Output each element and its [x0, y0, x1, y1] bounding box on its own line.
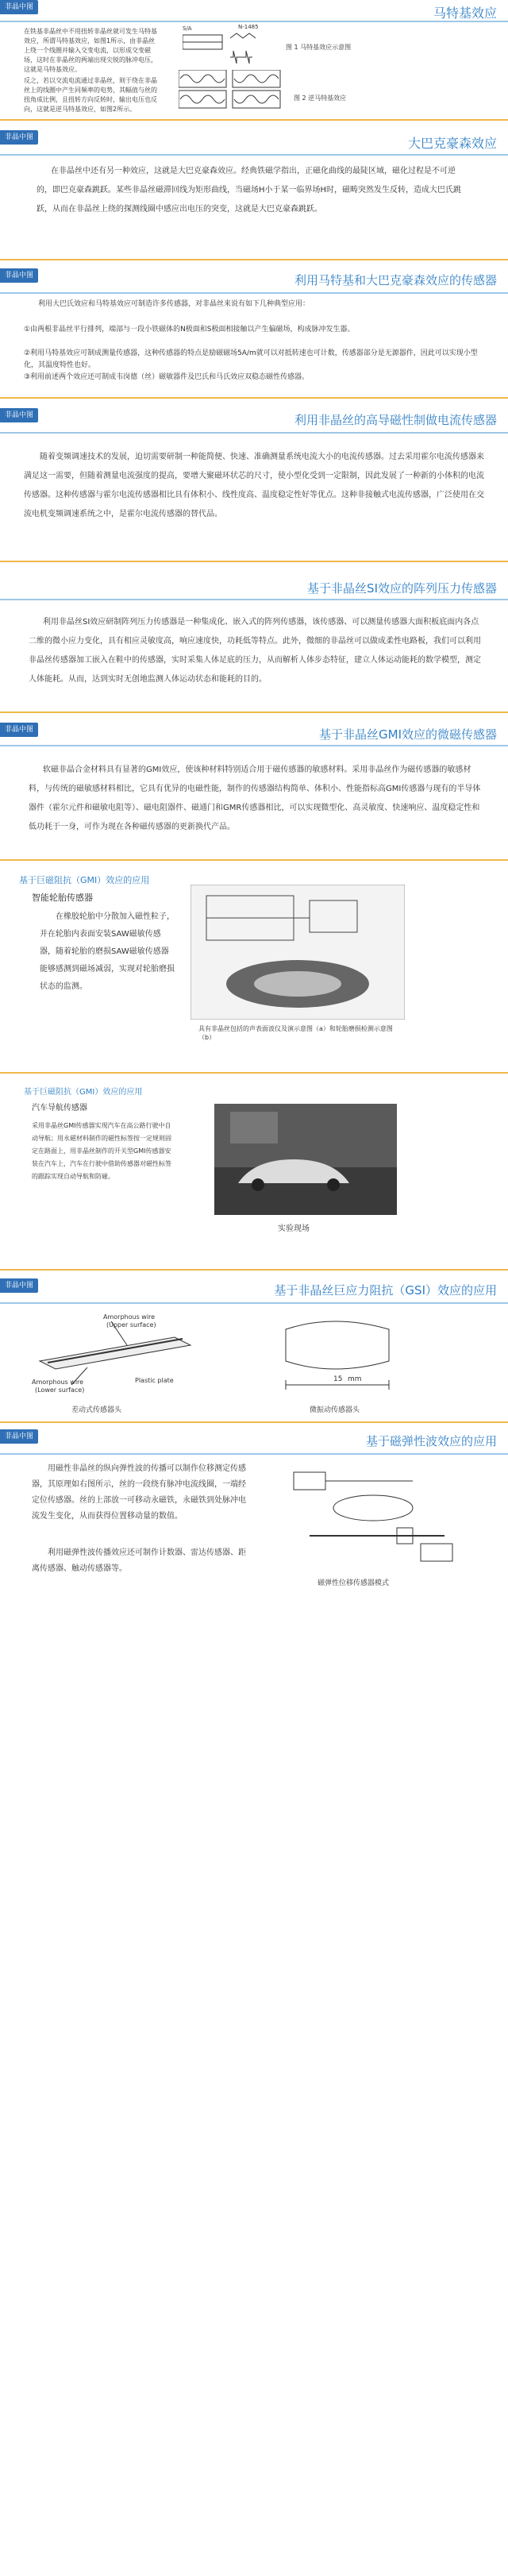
section-title: 大巴克豪森效应: [407, 136, 497, 151]
section-title: 马特基效应: [433, 6, 497, 21]
section-tag: 非晶中图: [0, 1278, 38, 1293]
title-rule: [0, 21, 508, 22]
list-item: ①由两根非晶丝平行排列，端部与一段小铁磁体的N极面和S极面相接触以产生偏磁场，构成脉冲发生器。: [24, 326, 355, 334]
section-title: 基于非晶丝巨应力阻抗（GSI）效应的应用: [274, 1283, 497, 1298]
section-divider: [0, 1421, 508, 1423]
section-barkhausen: [0, 130, 508, 257]
paragraph: 采用非晶丝GMI传感器实现汽车在高公路行驶中自动导航；用永磁材料制作的磁性标签按一定规则固定在路面上，用非晶丝制作的开关型GMI传感器安装在汽车上，汽车在行驶中借助传感器对磁性标签的跟踪实现自动导航和防碰。: [32, 1122, 171, 1180]
list-item: ②利用马特基效应可制成测量传感器，这种传感器的特点是励磁磁场5A/m就可以对抵转速也可计数，传感器部分是无源器件，因此可以实现小型化，其温度特性也好。: [24, 349, 478, 369]
paragraph: 利用大巴氏效应和马特基效应可制造许多传感器，对非晶丝来说有如下几种典型应用：: [38, 300, 310, 308]
section-pressure-sensor: [0, 569, 508, 704]
photo-caption: 实验现场: [278, 1224, 310, 1233]
title-rule: [0, 599, 508, 600]
title-rule: [0, 432, 508, 434]
label: (Upper surface): [106, 1321, 156, 1328]
figure-2-caption: 图 2 逆马特基效应: [294, 94, 347, 102]
section-title: 基于磁弹性波效应的应用: [365, 1434, 497, 1448]
sub-heading: 智能轮胎传感器: [32, 893, 93, 903]
section-title: 利用马特基和大巴克豪森效应的传感器: [294, 273, 497, 287]
section-divider: [0, 259, 508, 260]
figure-1-caption: 图 1 马特基效应示意图: [286, 44, 352, 51]
label: (Lower surface): [35, 1386, 85, 1394]
section-divider: [0, 1072, 508, 1074]
sub-heading: 汽车导航传感器: [32, 1104, 87, 1113]
section-tag: 非晶中图: [0, 408, 38, 422]
section-current-sensor: [0, 408, 508, 543]
section-divider: [0, 119, 508, 121]
paragraph: 利用非晶丝SI效应研制阵列压力传感器是一种集成化、嵌入式的阵列传感器，该传感器、可以测量传感器大面积板底面内各点二维的微小应力变化，具有相应灵敏度高，响应速度快，功耗低等特点。此外，微细的非晶丝可以做成柔性电路板，我们可以利用非晶丝传感器加工嵌入在鞋中的传感器，实时采集人体足底的压力，从而解析人体步态特征，建立人体运动能耗的数学模型，测定人体能耗。从而，达到实时无创地监测人体运动状态和能耗的目的。: [29, 618, 481, 684]
section-tag: 非晶中图: [0, 723, 38, 737]
label: Amorphous wire: [103, 1313, 156, 1321]
list-item: ③利用前述两个效应还可制成韦岗德（丝）磁敏器件及巴氏和马氏效应双稳态磁性传感器。: [24, 373, 310, 381]
paragraph: 反之，若以交流电流通过非晶丝，则于绕在非晶丝上的线圈中产生同频率的电势，其幅值与丝的扭角成比例，且扭转方向反转时，输出电压也反向，这就是逆马特基效应，如图2所示。: [24, 77, 157, 113]
section-gmi-tire: [0, 873, 508, 1056]
paragraph: 在非晶丝中还有另一种效应，这就是大巴克豪森效应。经典铁磁学指出，正磁化曲线的最陡区域，磁化过程是不可逆的，即巴克豪森跳跃。某些非晶丝磁滞回线为矩形曲线，当磁场H小于某一临界场H时，磁畴突然发生反转，造成大巴氏跳跃，从而在非晶丝上绕的探测线圈中感应出电压的突变，这就是大巴克豪森跳跃。: [37, 167, 462, 214]
section-title: 利用非晶丝的高导磁性制做电流传感器: [294, 413, 497, 427]
paragraph: 在橡胶轮胎中分散加入磁性粒子，并在轮胎内表面安装SAW磁敏传感器，随着轮胎的磨损SAW磁敏传感器能够感测到磁场减弱，实现对轮胎磨损状态的监测。: [40, 912, 175, 991]
dimension-value: 15: [333, 1375, 343, 1383]
figure-caption: 具有非晶丝包括的声表面波仪及演示意图（a）和轮胎磨损检测示意图（b）: [198, 1025, 393, 1041]
section-divider: [0, 711, 508, 713]
section-title: 基于非晶丝SI效应的阵列压力传感器: [307, 581, 497, 596]
figure-1-diagram: [183, 27, 278, 65]
section-tag: 非晶中图: [0, 130, 38, 145]
section-gmi-car: [0, 1085, 508, 1251]
tire-sensor-diagram: [190, 885, 405, 1020]
figure-caption: 磁弹性位移传感器模式: [318, 1579, 390, 1587]
title-rule: [0, 1453, 508, 1455]
figure-1-label-a: S/A: [183, 25, 192, 32]
bullet-heading: 基于巨磁阻抗（GMI）效应的应用: [24, 1088, 143, 1097]
section-matteucci: [0, 0, 508, 111]
section-divider: [0, 1269, 508, 1271]
section-divider: [0, 859, 508, 861]
car-photo: [214, 1104, 397, 1215]
section-gmi-sensor: [0, 719, 508, 854]
section-tag: 非晶中图: [0, 1429, 38, 1444]
title-rule: [0, 1302, 508, 1304]
title-rule: [0, 292, 508, 294]
label: Amorphous wire: [32, 1379, 84, 1386]
paragraph: 软磁非晶合金材料具有显著的GMI效应，使该种材料特别适合用于磁传感器的敏感材料。采用非晶丝作为磁传感器的敏感材料，与传统的磁敏感材料相比，它具有优异的电磁性能，制作的传感器结构简单、体积小、性能指标高GMI传感器与现有的半导体器件（霍尔元件和磁敏电阻等）、磁电阻器件、磁通门和GMR传感器相比，可以实现微型化、高灵敏度、快速响应、温度稳定性和低功耗于一身，可作为现在各种磁传感器的更新换代产品。: [29, 765, 481, 831]
paragraph: 利用磁弹性波传播效应还可制作计数器、雷达传感器、距离传感器、触动传感器等。: [32, 1548, 246, 1573]
dimension-unit: mm: [348, 1375, 362, 1383]
figure-2-diagram: [179, 70, 282, 110]
caption: 微振动传感器头: [310, 1406, 360, 1414]
section-tag: 非晶中图: [0, 268, 38, 283]
label: Plastic plate: [135, 1377, 174, 1384]
paragraph: 在铁基非晶丝中不用扭转非晶丝就可发生马特基效应，所谓马特基效应，如图1所示，由非晶丝上绕一个线圈并输入交变电流，以形成交变磁场，这时在非晶丝的两端出现尖锐的脉冲电压，这就是马特基效应。: [24, 28, 157, 73]
displacement-sensor-diagram: [286, 1464, 460, 1568]
title-rule: [0, 745, 508, 746]
section-gsi: [0, 1278, 508, 1413]
caption: 差动式传感器头: [71, 1406, 122, 1414]
section-magnetoelastic: [0, 1429, 508, 1596]
paragraph: 用磁性非晶丝的纵向弹性波的传播可以制作位移测定传感器，其原理如右图所示，丝的一段绕有脉冲电流线圈，一端经定位传感器。丝的上部放一可移动永磁铁，永磁铁到处脉冲电流发生变化，从而获得位置移动量的数值。: [32, 1464, 246, 1521]
section-divider: [0, 561, 508, 562]
section-title: 基于非晶丝GMI效应的微磁传感器: [319, 727, 497, 742]
title-rule: [0, 154, 508, 156]
bullet-heading: 基于巨磁阻抗（GMI）效应的应用: [19, 875, 150, 885]
section-tag: 非晶中图: [0, 0, 38, 14]
section-divider: [0, 397, 508, 399]
figure-1-label-b: N-1485: [238, 24, 259, 30]
section-sensors-mb: [0, 268, 508, 388]
paragraph: 随着变频调速技术的发展，迫切需要研制一种能简便、快速、准确测量系统电流大小的电流传感器。过去采用霍尔电流传感器来满足这一需要，但随着测量电流强度的提高，要增大聚磁环状芯的尺寸，使小型化受到一定限制，因此发展了一种新的小体积的电流传感器。这种传感器与霍尔电流传感器相比具有体积小、线性度高、温度稳定性好等优点。这种非接触式电流传感器，广泛使用在交流电机变频调速系统之中，是霍尔电流传感器的替代品。: [24, 453, 484, 519]
